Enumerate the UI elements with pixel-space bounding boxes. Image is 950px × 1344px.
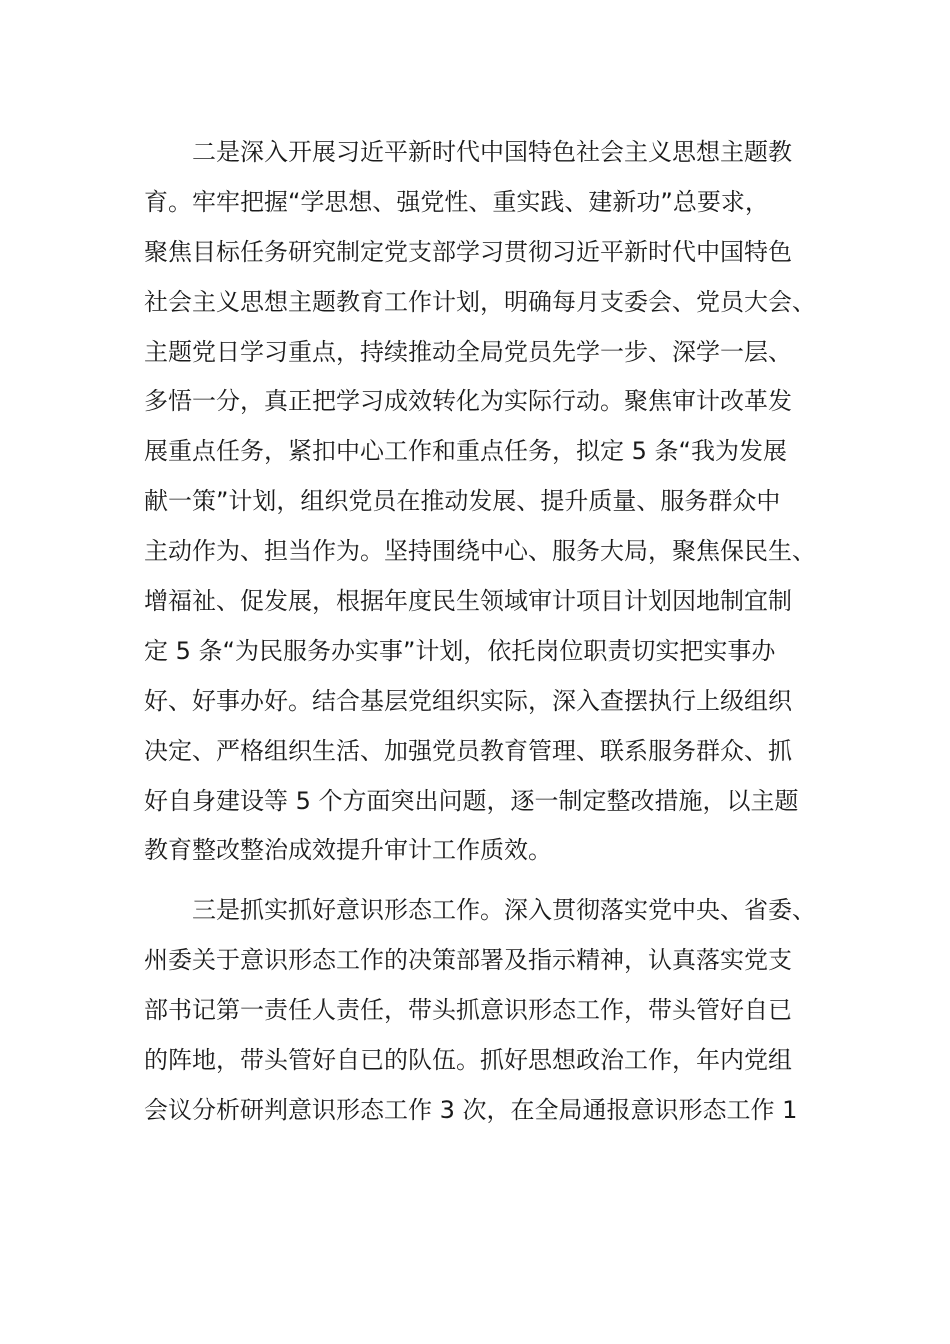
text-line: 会议分析研判意识形态工作 3 次，在全局通报意识形态工作 1	[144, 1095, 798, 1124]
text-line: 好自身建设等 5 个方面突出问题，逐一制定整改措施，以主题	[144, 786, 799, 815]
text-line: 州委关于意识形态工作的决策部署及指示精神，认真落实党支	[144, 946, 792, 975]
text-line: 教育整改整治成效提升审计工作质效。	[144, 836, 552, 865]
text-line: 定 5 条“为民服务办实事”计划，依托岗位职责切实把实事办	[144, 636, 776, 665]
text-line: 聚焦目标任务研究制定党支部学习贯彻习近平新时代中国特色	[144, 237, 792, 266]
text-line: 社会主义思想主题教育工作计划，明确每月支委会、党员大会、	[144, 287, 816, 316]
text-line: 主题党日学习重点，持续推动全局党员先学一步、深学一层、	[144, 337, 792, 366]
text-line: 部书记第一责任人责任，带头抓意识形态工作，带头管好自已	[144, 996, 792, 1025]
text-line: 增福祉、促发展，根据年度民生领域审计项目计划因地制宜制	[144, 587, 792, 616]
text-line: 育。牢牢把握“学思想、强党性、重实践、建新功”总要求，	[144, 187, 769, 216]
paragraph-theme-education	[144, 128, 814, 876]
text-line: 好、好事办好。结合基层党组织实际，深入查摆执行上级组织	[144, 686, 792, 715]
text-line: 决定、严格组织生活、加强党员教育管理、联系服务群众、抓	[144, 736, 792, 765]
text-line: 二是深入开展习近平新时代中国特色社会主义思想主题教	[144, 138, 792, 166]
text-line: 多悟一分，真正把学习成效转化为实际行动。聚焦审计改革发	[144, 387, 792, 416]
paragraph-ideology-work	[144, 886, 814, 1135]
document-body	[144, 128, 814, 1136]
text-line: 展重点任务，紧扣中心工作和重点任务，拟定 5 条“我为发展	[144, 437, 787, 466]
text-line: 献一策”计划，组织党员在推动发展、提升质量、服务群众中	[144, 487, 781, 516]
text-line: 三是抓实抓好意识形态工作。深入贯彻落实党中央、省委、	[144, 896, 816, 925]
text-line: 主动作为、担当作为。坚持围绕中心、服务大局，聚焦保民生、	[144, 537, 816, 566]
paragraph-spacer	[144, 876, 814, 886]
text-line: 的阵地，带头管好自已的队伍。抓好思想政治工作，年内党组	[144, 1046, 792, 1075]
